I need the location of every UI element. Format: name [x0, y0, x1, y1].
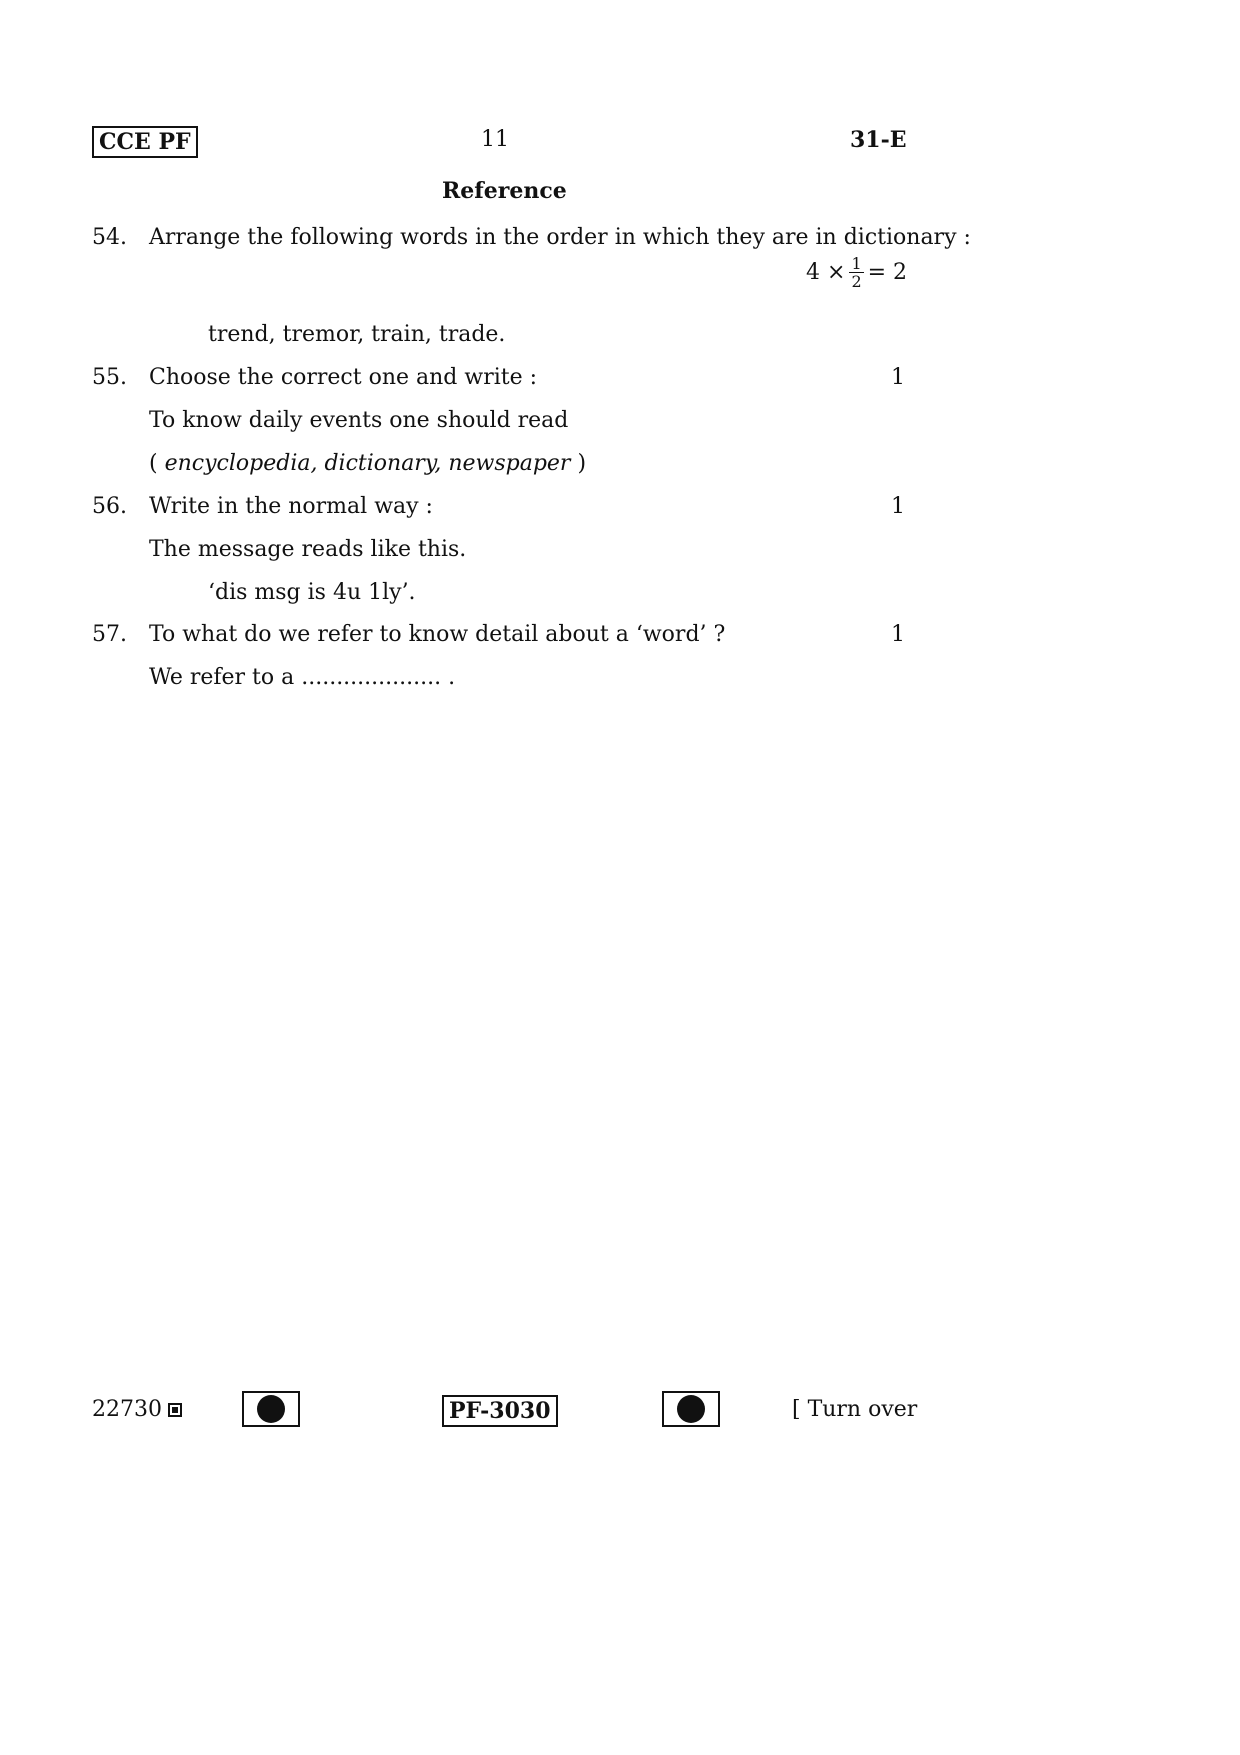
marks-prefix: 4 ×: [806, 259, 846, 285]
registration-mark-left: [242, 1391, 300, 1427]
fraction: [849, 255, 863, 290]
question-marks: 1: [891, 622, 905, 647]
options-close-paren: ): [577, 451, 587, 476]
question-text: To what do we refer to know detail about a ‘word’ ?: [149, 622, 726, 647]
question-number: 55.: [92, 365, 127, 390]
filled-circle-icon: [677, 1395, 705, 1423]
header-left-code: CCE PF: [92, 126, 198, 158]
filled-circle-icon: [257, 1395, 285, 1423]
options-line: [149, 451, 586, 477]
footer-serial: [92, 1397, 182, 1423]
marks-fraction: [806, 255, 907, 290]
word-list: trend, tremor, train, trade.: [208, 322, 506, 347]
options-open-paren: (: [149, 451, 158, 476]
serial-number: 22730: [92, 1397, 162, 1422]
question-line: We refer to a .................... .: [149, 665, 456, 690]
fraction-numerator: 1: [851, 254, 862, 273]
question-marks: 1: [891, 365, 905, 390]
square-dot-icon: [168, 1403, 182, 1417]
question-text: Write in the normal way :: [149, 494, 433, 519]
question-number: 56.: [92, 494, 127, 519]
question-text: Arrange the following words in the order in which they are in dictionary :: [149, 225, 971, 250]
turn-over-note: [ Turn over: [792, 1397, 918, 1422]
header-right-code: 31-E: [850, 127, 907, 153]
question-number: 54.: [92, 225, 127, 250]
registration-mark-right: [662, 1391, 720, 1427]
options-items: encyclopedia, dictionary, newspaper: [164, 451, 571, 476]
sms-message: ‘dis msg is 4u 1ly’.: [208, 580, 416, 605]
question-marks: 1: [891, 494, 905, 519]
question-text: Choose the correct one and write :: [149, 365, 538, 390]
fraction-denominator: 2: [851, 272, 862, 291]
section-title: Reference: [442, 178, 567, 204]
marks-suffix: = 2: [867, 259, 908, 285]
footer-center-code: PF-3030: [442, 1395, 558, 1427]
page-number: 11: [481, 127, 509, 152]
question-line: The message reads like this.: [149, 537, 467, 562]
question-number: 57.: [92, 622, 127, 647]
question-line: To know daily events one should read: [149, 408, 569, 433]
